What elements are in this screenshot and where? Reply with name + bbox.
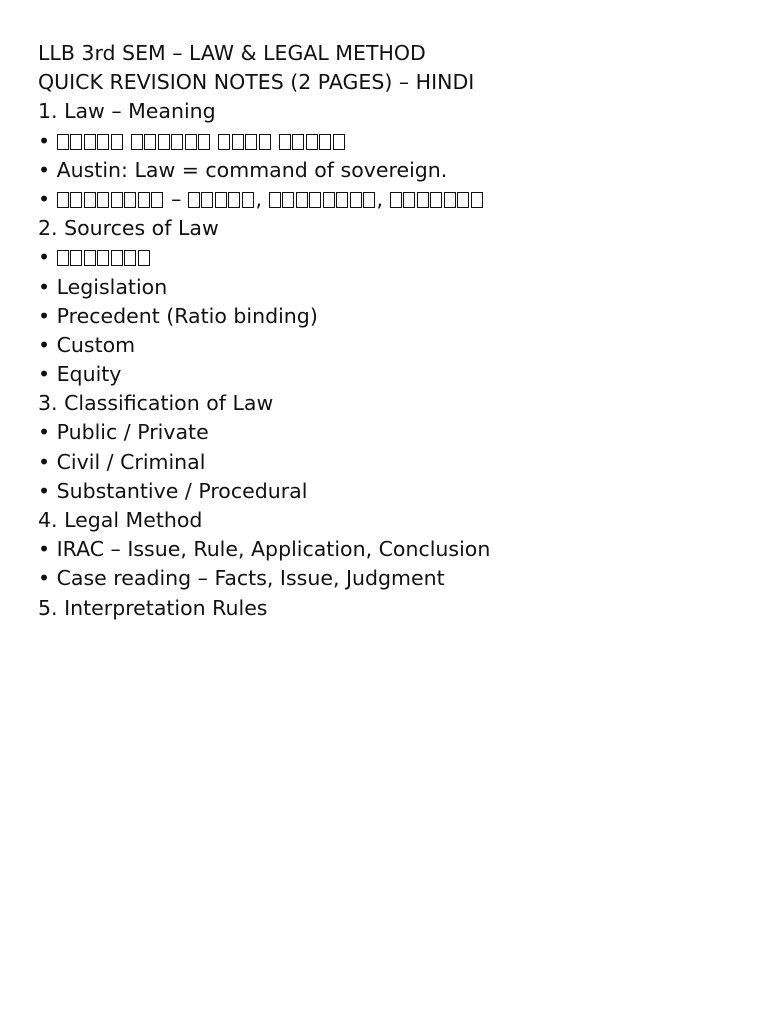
missing-glyph-box: [228, 192, 240, 208]
missing-glyph-box: [282, 192, 294, 208]
missing-glyph-box: [97, 134, 109, 150]
missing-glyph-box: [279, 134, 291, 150]
missing-glyph-box: [218, 134, 230, 150]
missing-glyph-box: [124, 250, 136, 266]
missing-glyph-box: [198, 134, 210, 150]
missing-glyph-box: [158, 134, 170, 150]
bullet-item: • – , ,: [38, 185, 738, 214]
section-heading: 3. Classification of Law: [38, 391, 274, 416]
missing-glyph-box: [138, 192, 150, 208]
missing-glyph-box: [111, 192, 123, 208]
missing-glyph-box: [97, 250, 109, 266]
missing-glyph-box: [457, 192, 469, 208]
bullet-item: • Substantive / Procedural: [38, 478, 308, 503]
missing-glyph-box: [319, 134, 331, 150]
title-line: LLB 3rd SEM – LAW & LEGAL METHOD: [38, 41, 426, 65]
missing-glyph-box: [131, 134, 143, 150]
missing-glyph-box: [292, 134, 304, 150]
bullet-item: •: [38, 243, 738, 272]
missing-glyph-box: [138, 250, 150, 266]
missing-glyph-box: [350, 192, 362, 208]
missing-glyph-box: [111, 250, 123, 266]
missing-glyph-box: [57, 250, 69, 266]
section-heading: 4. Legal Method: [38, 508, 203, 532]
bullet-item: • Precedent (Ratio binding): [38, 303, 318, 328]
section-heading: 5. Interpretation Rules: [38, 595, 268, 620]
missing-glyph-box: [232, 134, 244, 150]
missing-glyph-box: [201, 192, 213, 208]
missing-glyph-box: [242, 192, 254, 208]
missing-glyph-box: [84, 134, 96, 150]
missing-glyph-box: [417, 192, 429, 208]
missing-glyph-box: [70, 192, 82, 208]
missing-glyph-box: [471, 192, 483, 208]
missing-glyph-box: [70, 134, 82, 150]
notes-text: [38, 39, 738, 623]
missing-glyph-box: [259, 134, 271, 150]
section-heading: 2. Sources of Law: [38, 216, 219, 241]
missing-glyph-box: [390, 192, 402, 208]
bullet-item: • Public / Private: [38, 420, 209, 445]
missing-glyph-box: [185, 134, 197, 150]
missing-glyph-box: [188, 192, 200, 208]
missing-glyph-box: [323, 192, 335, 208]
bullet-item: •: [38, 127, 738, 156]
missing-glyph-box: [57, 192, 69, 208]
bullet-item: • Legislation: [38, 274, 168, 299]
missing-glyph-box: [124, 192, 136, 208]
bullet-item: • IRAC – Issue, Rule, Application, Conclusion: [38, 537, 491, 562]
missing-glyph-box: [403, 192, 415, 208]
missing-glyph-box: [144, 134, 156, 150]
missing-glyph-box: [84, 192, 96, 208]
missing-glyph-box: [333, 134, 345, 150]
missing-glyph-box: [430, 192, 442, 208]
missing-glyph-box: [245, 134, 257, 150]
missing-glyph-box: [111, 134, 123, 150]
missing-glyph-box: [171, 134, 183, 150]
bullet-item: • Equity: [38, 362, 122, 387]
missing-glyph-box: [444, 192, 456, 208]
bullet-item: • Civil / Criminal: [38, 449, 206, 474]
subtitle-line: QUICK REVISION NOTES (2 PAGES) – HINDI: [38, 70, 475, 95]
missing-glyph-box: [306, 134, 318, 150]
missing-glyph-box: [57, 134, 69, 150]
missing-glyph-box: [269, 192, 281, 208]
section-heading: 1. Law – Meaning: [38, 99, 216, 124]
missing-glyph-box: [84, 250, 96, 266]
bullet-item: • Austin: Law = command of sovereign.: [38, 157, 448, 182]
missing-glyph-box: [151, 192, 163, 208]
missing-glyph-box: [296, 192, 308, 208]
missing-glyph-box: [336, 192, 348, 208]
missing-glyph-box: [215, 192, 227, 208]
missing-glyph-box: [70, 250, 82, 266]
missing-glyph-box: [309, 192, 321, 208]
bullet-item: • Case reading – Facts, Issue, Judgment: [38, 566, 445, 591]
bullet-item: • Custom: [38, 332, 136, 357]
missing-glyph-box: [363, 192, 375, 208]
missing-glyph-box: [97, 192, 109, 208]
